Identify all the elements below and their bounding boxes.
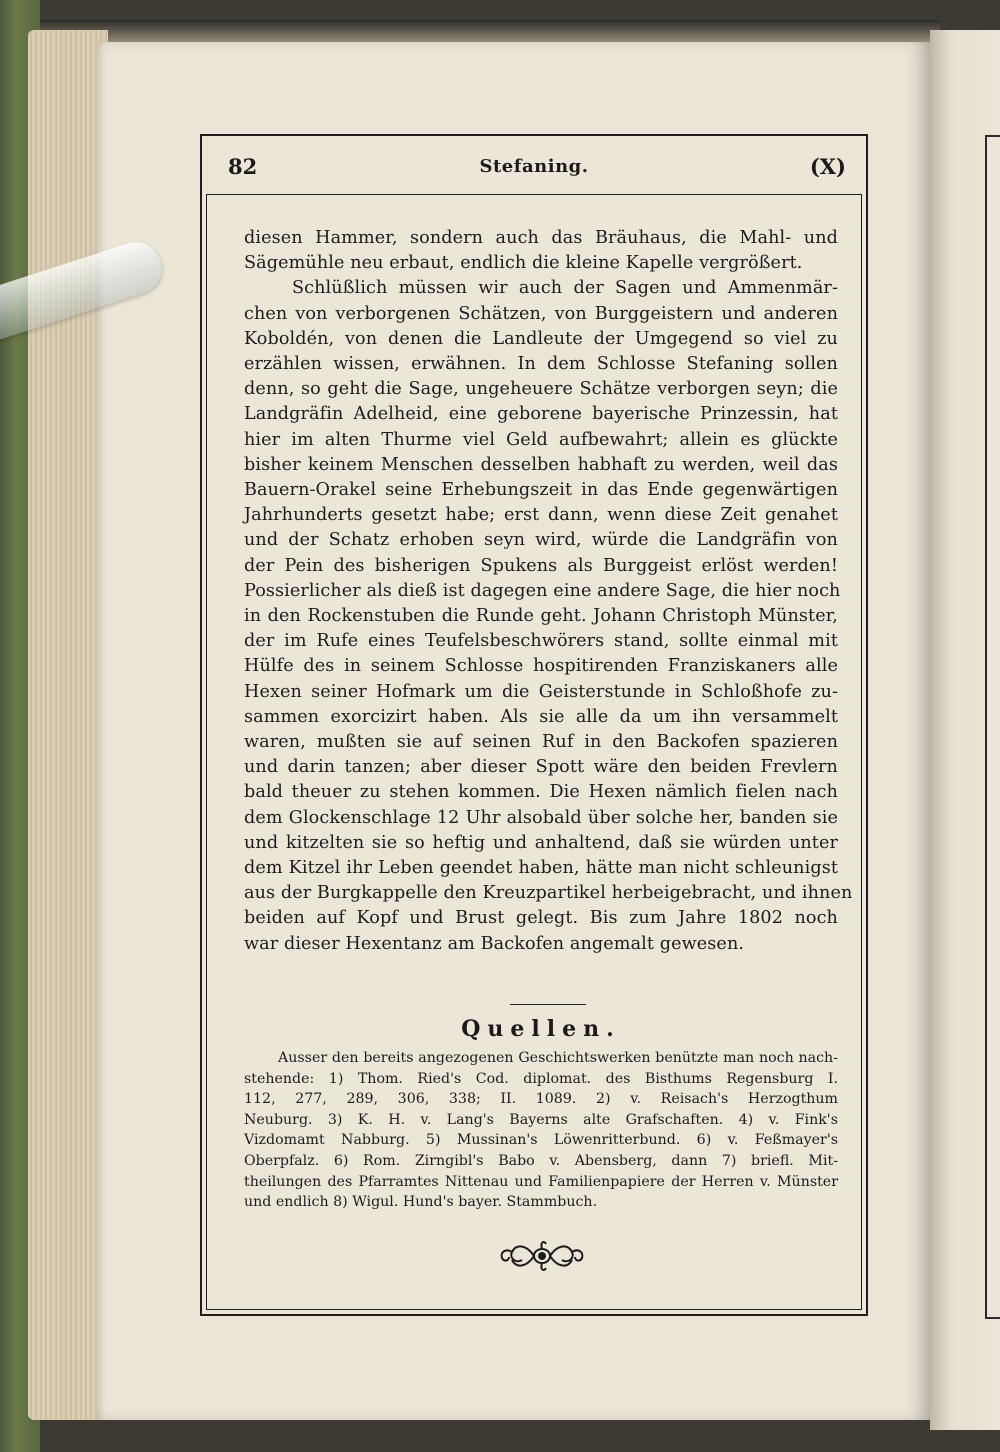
body-line: Hexen seiner Hofmark um die Geisterstunde in Schloßhofe zu-: [244, 681, 838, 702]
sources-text: [244, 1048, 838, 1213]
sources-line: theilungen des Pfarramtes Nittenau und Familienpapiere der Herren v. Münster: [244, 1173, 838, 1190]
body-line: diesen Hammer, sondern auch das Bräuhaus, die Mahl- und: [244, 228, 838, 248]
sources-line: und endlich 8) Wigul. Hund's bayer. Stammbuch.: [244, 1194, 598, 1211]
body-line: waren, mußten sie auf seinen Ruf in den Backofen spazieren: [244, 732, 838, 753]
ornament-icon: [496, 1236, 588, 1276]
body-line: beiden auf Kopf und Brust gelegt. Bis zum Jahre 1802 noch: [244, 908, 838, 929]
body-line: Landgräfin Adelheid, eine geborene bayerische Prinzessin, hat: [244, 404, 838, 425]
sources-heading: Quellen.: [461, 1016, 621, 1042]
body-line: erzählen wissen, erwähnen. In dem Schlosse Stefaning sollen: [244, 354, 838, 375]
body-line: Bauern-Orakel seine Erhebungszeit in das Ende gegenwärtigen: [244, 480, 838, 501]
sources-line: Neuburg. 3) K. H. v. Lang's Bayerns alte Grafschaften. 4) v. Fink's: [244, 1111, 838, 1128]
body-line: dem Kitzel ihr Leben geendet haben, hätte man nicht schleunigst: [244, 858, 838, 879]
body-line: in den Rockenstuben die Runde geht. Johann Christoph Münster,: [244, 606, 838, 627]
sources-line: Vizdomamt Nabburg. 5) Mussinan's Löwenritterbund. 6) v. Feßmayer's: [244, 1132, 838, 1149]
page-number: 82: [228, 154, 258, 179]
body-line: der Pein des bisherigen Spukens als Burggeist erlöst werden!: [244, 555, 838, 576]
body-line: und kitzelten sie so heftig und anhaltend, daß sie würden unter: [244, 832, 838, 853]
body-line: chen von verborgenen Schätzen, von Burggeistern und anderen: [244, 303, 838, 324]
body-line: und der Schatz erhoben seyn wird, würde die Landgräfin von: [244, 530, 838, 551]
body-line: Sägemühle neu erbaut, endlich die kleine Kapelle vergrößert.: [244, 253, 803, 274]
body-line: denn, so geht die Sage, ungeheuere Schätze verborgen seyn; die: [244, 379, 838, 400]
body-line: Hülfe des in seinem Schlosse hospitirenden Franziskaners alle: [244, 656, 838, 677]
body-line: dem Glockenschlage 12 Uhr alsobald über solche her, banden sie: [244, 807, 838, 828]
body-line: bisher keinem Menschen desselben habhaft zu werden, weil das: [244, 454, 838, 475]
section-mark: (X): [809, 154, 846, 179]
running-title: Stefaning.: [479, 156, 589, 177]
facing-page-frame: [985, 135, 1000, 1319]
sources-line: 112, 277, 289, 306, 338; II. 1089. 2) v. Reisach's Herzogthum: [244, 1091, 838, 1108]
body-line: sammen exorcizirt haben. Als sie alle da um ihn versammelt: [244, 706, 838, 727]
sources-line: Ausser den bereits angezogenen Geschichtswerken benützte man noch nach-: [278, 1050, 838, 1066]
body-line: der im Rufe eines Teufelsbeschwörers stand, sollte einmal mit: [244, 631, 838, 652]
section-divider: [510, 1004, 586, 1005]
body-text: [244, 226, 853, 957]
body-line: und darin tanzen; aber dieser Spott wäre den beiden Frevlern: [244, 757, 838, 778]
body-line: war dieser Hexentanz am Backofen angemalt gewesen.: [244, 933, 745, 954]
body-line: aus der Burgkappelle den Kreuzpartikel herbeigebracht, und ihnen: [244, 883, 853, 904]
body-line: Koboldén, von denen die Landleute der Umgegend so viel zu: [244, 328, 838, 349]
page-header: [214, 148, 854, 188]
sources-line: stehende: 1) Thom. Ried's Cod. diplomat. des Bisthums Regensburg I.: [244, 1070, 838, 1087]
page-edges: [28, 30, 108, 1420]
body-line: bald theuer zu stehen kommen. Die Hexen nämlich fielen nach: [244, 782, 838, 803]
body-line: Schlüßlich müssen wir auch der Sagen und Ammenmär-: [292, 278, 838, 299]
sources-line: Oberpfalz. 6) Rom. Zirngibl's Babo v. Abensberg, dann 7) briefl. Mit-: [244, 1152, 838, 1169]
body-line: Possierlicher als dieß ist dagegen eine andere Sage, die hier noch: [244, 580, 841, 601]
body-line: hier im alten Thurme viel Geld aufbewahrt; allein es glückte: [244, 429, 838, 450]
body-line: Jahrhunderts gesetzt habe; erst dann, wenn diese Zeit genahet: [244, 505, 838, 526]
